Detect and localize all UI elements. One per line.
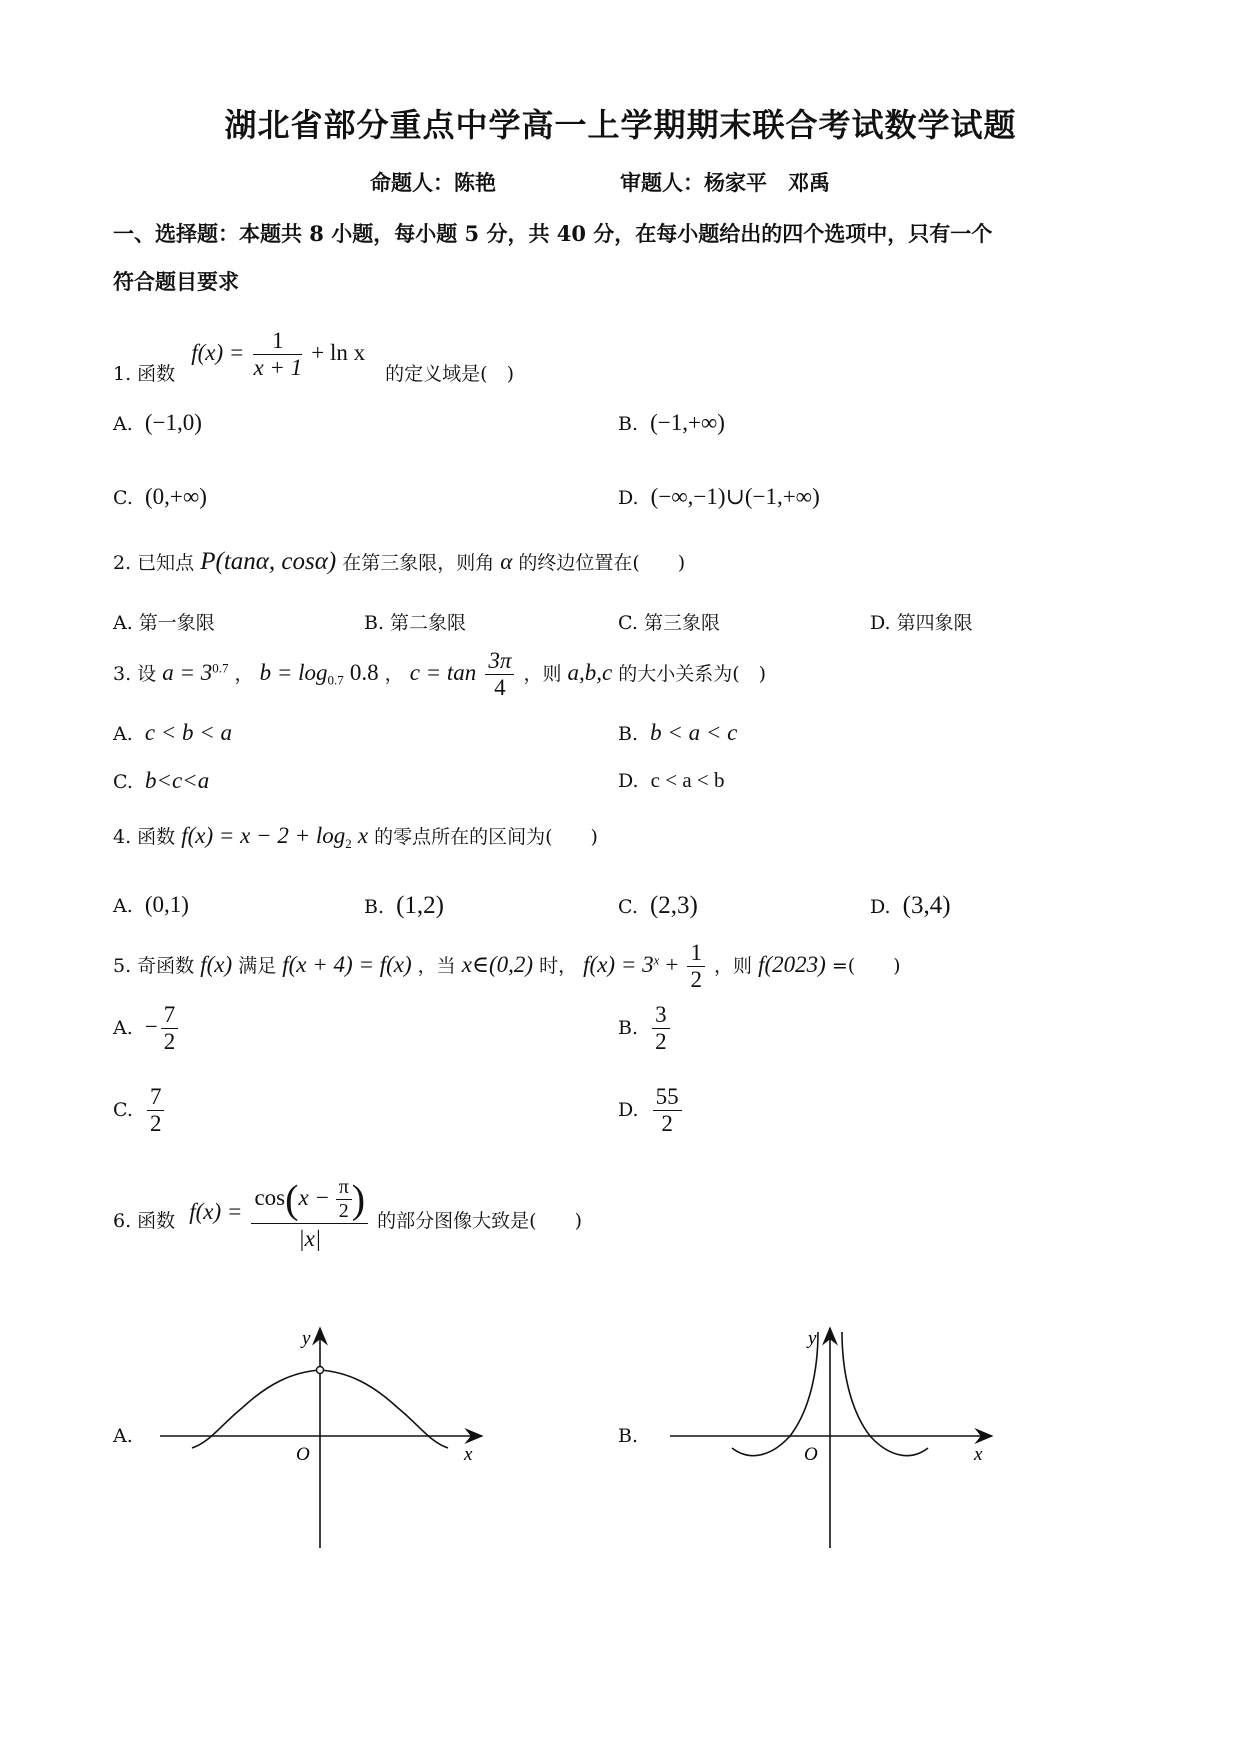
graph-b-left-branch [732, 1332, 818, 1456]
q6-fraction: cos(x − $\frac{\pi}{2}$ ) |x| [251, 1176, 368, 1252]
q5-half: $\frac{1}{2}$ [687, 940, 705, 994]
q5-option-b: B. $\frac{3}{2}$ [618, 1002, 673, 1056]
q1-option-b: B. (−1,+∞) [618, 410, 725, 435]
axis-label-y: y [808, 1328, 817, 1349]
q2-point: P(tanα, cosα) [200, 548, 337, 575]
section-heading-line2: 符合题目要求 [113, 269, 239, 294]
question-6: 6. 函数 f(x) = cos(x − $\frac{\pi}{2}$ ) |x| 的部分图像大致是( ) [113, 1176, 582, 1251]
q2-option-c: C. 第三象限 [618, 612, 720, 634]
q4-option-b: B. (1,2) [364, 892, 444, 919]
q1-number: 1. 函数 [113, 362, 176, 385]
q6-graph-a [150, 1320, 490, 1560]
section-heading-line1: 一、选择题：本题共 8 小题，每小题 5 分，共 40 分，在每小题给出的四个选项中，只有一个 [113, 221, 993, 246]
q6-graph-b [660, 1320, 1000, 1560]
q1-fraction: $\frac{1}{x + 1}$ [253, 328, 303, 381]
q5-option-a: A. − $\frac{7}{2}$ [113, 1002, 181, 1056]
q4-option-d: D. (3,4) [870, 892, 951, 919]
composer: 命题人：陈艳 [370, 170, 496, 195]
page-title: 湖北省部分重点中学高一上学期期末联合考试数学试题 [224, 106, 1017, 144]
axis-label-y: y [302, 1328, 311, 1349]
q1-option-c: C. (0,+∞) [113, 484, 207, 509]
origin-label: O [804, 1444, 818, 1465]
q3-fraction: $\frac{3\pi}{4}$ [485, 648, 514, 702]
q6-option-b-label: B. [618, 1425, 639, 1447]
q5-option-c: C. $\frac{7}{2}$ [113, 1084, 167, 1138]
reviewers: 审题人：杨家平 邓禹 [620, 170, 830, 195]
origin-label: O [296, 1444, 310, 1465]
q3-option-c: C. b<c<a [113, 768, 210, 793]
axis-label-x: x [464, 1444, 473, 1465]
q1-function: f(x) = $\frac{1}{x + 1}$ + ln x [191, 328, 366, 381]
q3-option-b: B. b < a < c [618, 720, 738, 745]
question-4: 4. 函数 $f(x) = x - 2 + \log_2 x$ 的零点所在的区间为( ) [113, 823, 598, 851]
q6-option-a-label: A. [113, 1425, 133, 1447]
axis-label-x: x [974, 1444, 983, 1465]
open-point [317, 1367, 324, 1374]
question-3: 3. 设 $a = 3^{0.7}$ ， $b = \log_{0.7} 0.8$ ， c = tan $\frac{3\pi}{4}$ ，则 a,b,c 的大小关系为( ) [113, 648, 767, 701]
q1-option-d: D. (−∞,−1)∪(−1,+∞) [618, 484, 820, 509]
q5-option-d: D. $\frac{55}{2}$ [618, 1084, 685, 1138]
q3-option-d: D. c < a < b [618, 768, 725, 792]
q1-option-a: A. (−1,0) [113, 410, 202, 435]
question-5: 5. 奇函数 f(x) 满足 f(x + 4) = f(x) ，当 x∈(0,2) 时， $f(x) = 3^x$ + $\frac{1}{2}$ ，则 f(2023) =( ) [113, 940, 901, 993]
q4-option-c: C. (2,3) [618, 892, 698, 919]
q3-option-a: A. c < b < a [113, 720, 233, 745]
q2-option-a: A. 第一象限 [113, 612, 215, 634]
q2-option-b: B. 第二象限 [364, 612, 467, 634]
q4-option-a: A. (0,1) [113, 892, 189, 917]
q2-option-d: D. 第四象限 [870, 612, 973, 634]
graph-b-right-branch [842, 1332, 928, 1456]
q1-tail: 的定义域是( ) [385, 362, 514, 385]
question-1 [113, 328, 514, 385]
question-2: 2. 已知点 P(tanα, cosα) 在第三象限，则角 α 的终边位置在( ) [113, 548, 686, 575]
